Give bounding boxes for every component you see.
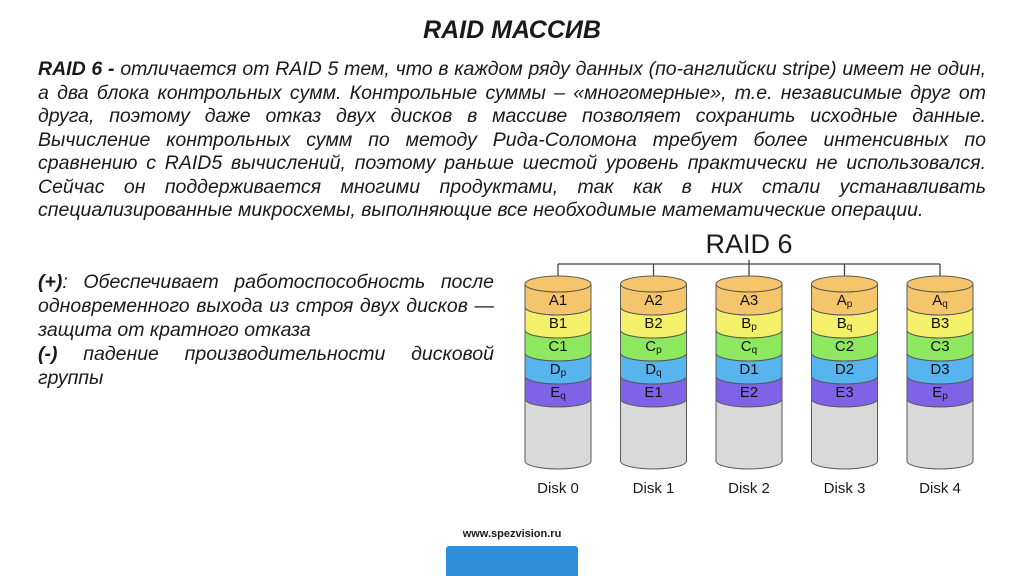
disk-3-block-label-b: Bq xyxy=(836,315,853,333)
disk-2-block-label-e: E2 xyxy=(739,384,759,401)
disk-2-block-label-a: A3 xyxy=(739,292,759,309)
raid6-diagram xyxy=(510,225,990,505)
disk-0-block-label-e: Eq xyxy=(550,384,566,402)
raid6-description xyxy=(38,58,986,223)
disk-0-block-label-c: C1 xyxy=(548,338,568,355)
disk-3-label: Disk 3 xyxy=(823,480,866,497)
disk-3-block-label-d: D2 xyxy=(834,361,855,378)
raid6-description-text: отличается от RAID 5 тем, что в каждом ряду данных (по-английски stripe) имеет не один, а два блока контрольных сумм. Контрольные суммы – «многомерные», т.е. независимые друг от друга, поэтому даже отказ двух дисков в массиве позволяет сохранить исходные данные. Вычисление контрольных сумм по методу Рида-Соломона требует более интенсивных по сравнению с RAID5 вычислений, поэтому раньше шестой уровень практически не использовался. Сейчас он поддерживается многими продуктами, так как в них стали устанавливать специализированные микросхемы, выполняющие все необходимые математические операции. xyxy=(38,58,986,221)
disk-0-block-label-b: B1 xyxy=(548,315,568,332)
disk-4-block-label-d: D3 xyxy=(930,361,950,378)
disadvantage-text: падение производительности дисковой группы xyxy=(38,343,494,389)
disk-2-block-label-b: Bp xyxy=(741,315,757,333)
disk-1-block-label-a: A2 xyxy=(644,292,663,309)
disk-1-block-label-e: E1 xyxy=(644,384,663,401)
slide-title: RAID МАССИВ xyxy=(423,16,601,44)
disadvantage-item xyxy=(38,342,494,390)
footer-bar xyxy=(446,546,578,576)
disk-4-body xyxy=(907,399,973,469)
disk-3-block-label-a: Ap xyxy=(836,292,853,310)
disk-3-body xyxy=(812,399,878,469)
diagram-title: RAID 6 xyxy=(705,229,793,259)
disk-0-block-label-d: Dp xyxy=(549,361,567,379)
minus-mark: (-) xyxy=(38,343,58,365)
disk-4-block-label-e: Ep xyxy=(932,384,948,402)
disk-4-label: Disk 4 xyxy=(919,480,961,497)
disk-1-block-label-d: Dq xyxy=(645,361,662,379)
plus-colon: : xyxy=(62,271,68,293)
plus-mark: (+) xyxy=(38,271,63,293)
advantage-item xyxy=(38,270,494,342)
disk-4-block-label-a: Aq xyxy=(932,292,948,310)
raid6-label: RAID 6 - xyxy=(38,58,115,80)
disk-2-block-label-c: Cq xyxy=(740,338,758,356)
disk-2-body xyxy=(716,399,782,469)
disk-4-top-cap xyxy=(907,276,973,292)
disk-1-block-label-c: Cp xyxy=(645,338,662,356)
disk-1-top-cap xyxy=(621,276,687,292)
disk-4-block-label-c: C3 xyxy=(930,338,950,355)
disk-3-block-label-e: E3 xyxy=(835,384,854,401)
website-url: www.spezvision.ru xyxy=(462,528,562,540)
disk-0-top-cap xyxy=(525,276,591,292)
disk-1-block-label-b: B2 xyxy=(644,315,663,332)
disk-1-label: Disk 1 xyxy=(632,480,675,497)
disk-3-top-cap xyxy=(812,276,878,292)
disk-2-top-cap xyxy=(716,276,782,292)
disk-0-body xyxy=(525,399,591,469)
disk-4-block-label-b: B3 xyxy=(930,315,950,332)
disk-0-label: Disk 0 xyxy=(537,480,579,497)
disk-1-body xyxy=(621,399,687,469)
disk-2-block-label-d: D1 xyxy=(739,361,759,378)
raid6-diagram-svg xyxy=(510,225,990,505)
pros-cons xyxy=(38,270,494,390)
disk-2-label: Disk 2 xyxy=(728,480,770,497)
advantage-text: Обеспечивает работоспособность после одновременного выхода из строя двух дисков — защита от кратного отказа xyxy=(38,271,494,341)
disk-0-block-label-a: A1 xyxy=(548,292,568,309)
disk-3-block-label-c: C2 xyxy=(834,338,855,355)
